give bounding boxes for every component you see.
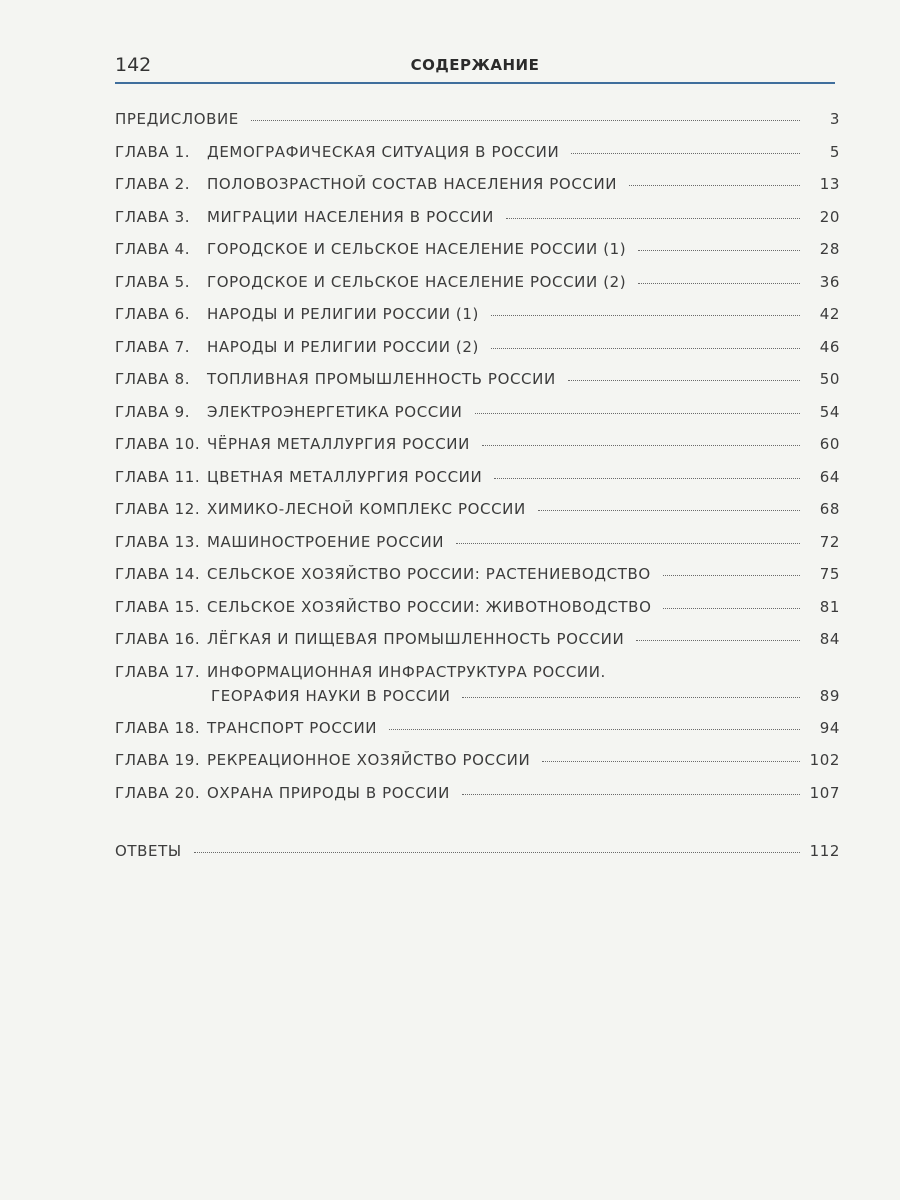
page-number: 142 xyxy=(115,54,152,76)
toc-entry-page: 68 xyxy=(819,500,840,518)
page-title: СОДЕРЖАНИЕ xyxy=(410,56,540,74)
toc-entry-prefix: ГЛАВА 10. xyxy=(115,435,201,453)
dot-leader xyxy=(482,445,800,446)
dot-leader xyxy=(629,185,800,186)
toc-entry-page: 42 xyxy=(819,305,840,323)
toc-entry-page: 46 xyxy=(819,337,840,356)
toc-entry-title: СЕЛЬСКОЕ ХОЗЯЙСТВО РОССИИ: ЖИВОТНОВОДСТВО xyxy=(207,597,652,616)
toc-entry-prefix: ГЛАВА 20. xyxy=(115,783,201,802)
table-of-contents xyxy=(115,110,840,875)
toc-entry-preface[interactable] xyxy=(115,110,840,143)
toc-entry-chapter[interactable] xyxy=(115,338,840,371)
toc-entry-chapter[interactable] xyxy=(115,565,840,598)
dot-leader xyxy=(638,283,800,284)
toc-entry-page: 89 xyxy=(819,686,840,705)
toc-entry-page: 36 xyxy=(819,272,840,291)
toc-entry-chapter[interactable] xyxy=(115,663,840,719)
toc-entry-chapter[interactable] xyxy=(115,305,840,338)
dot-leader xyxy=(389,729,800,730)
toc-entry-page: 81 xyxy=(819,597,840,616)
toc-entry-prefix: ГЛАВА 18. xyxy=(115,718,201,737)
toc-entry-chapter[interactable] xyxy=(115,468,840,501)
dot-leader xyxy=(494,478,800,479)
toc-entry-prefix: ГЛАВА 14. xyxy=(115,565,201,583)
dot-leader xyxy=(462,794,800,795)
toc-entry-title: НАРОДЫ И РЕЛИГИИ РОССИИ (2) xyxy=(207,337,479,356)
toc-entry-title: ПРЕДИСЛОВИЕ xyxy=(115,110,239,128)
toc-entry-prefix: ГЛАВА 2. xyxy=(115,175,191,193)
toc-entry-chapter[interactable] xyxy=(115,751,840,784)
toc-entry-chapter[interactable] xyxy=(115,143,840,176)
toc-entry-prefix: ГЛАВА 13. xyxy=(115,532,201,551)
toc-entry-chapter[interactable] xyxy=(115,435,840,468)
dot-leader xyxy=(456,543,800,544)
dot-leader xyxy=(663,575,800,576)
toc-entry-title: ЦВЕТНАЯ МЕТАЛЛУРГИЯ РОССИИ xyxy=(207,467,483,486)
toc-entry-title: ГОРОДСКОЕ И СЕЛЬСКОЕ НАСЕЛЕНИЕ РОССИИ (2) xyxy=(207,272,627,291)
dot-leader xyxy=(251,120,800,121)
toc-entry-page: 107 xyxy=(809,783,840,802)
toc-entry-title: МИГРАЦИИ НАСЕЛЕНИЯ В РОССИИ xyxy=(207,207,494,226)
toc-entry-prefix: ГЛАВА 17. xyxy=(115,662,201,681)
toc-entry-title: ОХРАНА ПРИРОДЫ В РОССИИ xyxy=(207,783,450,802)
toc-entry-title: ДЕМОГРАФИЧЕСКАЯ СИТУАЦИЯ В РОССИИ xyxy=(207,142,560,161)
toc-entry-prefix: ГЛАВА 6. xyxy=(115,305,191,323)
toc-entry-prefix: ГЛАВА 9. xyxy=(115,402,191,421)
toc-entry-page: 75 xyxy=(819,565,840,583)
toc-entry-title: РЕКРЕАЦИОННОЕ ХОЗЯЙСТВО РОССИИ xyxy=(207,751,531,769)
dot-leader xyxy=(506,218,800,219)
dot-leader xyxy=(663,608,800,609)
toc-entry-chapter[interactable] xyxy=(115,500,840,533)
toc-entry-page: 102 xyxy=(809,751,840,769)
toc-entry-chapter[interactable] xyxy=(115,175,840,208)
toc-entry-page: 3 xyxy=(829,110,840,128)
toc-entry-title: ЭЛЕКТРОЭНЕРГЕТИКА РОССИИ xyxy=(207,402,463,421)
toc-entry-page: 64 xyxy=(819,467,840,486)
toc-entry-page: 94 xyxy=(819,718,840,737)
toc-entry-page: 112 xyxy=(809,842,840,860)
spacer xyxy=(115,816,840,842)
dot-leader xyxy=(462,697,800,698)
toc-entry-chapter[interactable] xyxy=(115,240,840,273)
toc-entry-chapter[interactable] xyxy=(115,273,840,306)
dot-leader xyxy=(571,153,800,154)
toc-entry-title: ЧЁРНАЯ МЕТАЛЛУРГИЯ РОССИИ xyxy=(207,435,470,453)
toc-entry-title: СЕЛЬСКОЕ ХОЗЯЙСТВО РОССИИ: РАСТЕНИЕВОДСТВО xyxy=(207,565,651,583)
toc-entry-prefix: ГЛАВА 16. xyxy=(115,630,201,648)
toc-entry-title: МАШИНОСТРОЕНИЕ РОССИИ xyxy=(207,532,445,551)
toc-entry-chapter[interactable] xyxy=(115,370,840,403)
page-header xyxy=(115,52,835,82)
dot-leader xyxy=(475,413,801,414)
toc-entry-chapter[interactable] xyxy=(115,403,840,436)
toc-entry-page: 28 xyxy=(819,240,840,258)
toc-entry-page: 84 xyxy=(819,630,840,648)
toc-entry-title: ГОРОДСКОЕ И СЕЛЬСКОЕ НАСЕЛЕНИЕ РОССИИ (1) xyxy=(207,240,627,258)
toc-entry-chapter[interactable] xyxy=(115,598,840,631)
toc-entry-prefix: ГЛАВА 5. xyxy=(115,272,191,291)
toc-entry-title: НАРОДЫ И РЕЛИГИИ РОССИИ (1) xyxy=(207,305,479,323)
toc-entry-prefix: ГЛАВА 7. xyxy=(115,337,191,356)
toc-entry-page: 13 xyxy=(819,175,840,193)
toc-entry-title: ХИМИКО-ЛЕСНОЙ КОМПЛЕКС РОССИИ xyxy=(207,500,526,518)
toc-entry-title: ИНФОРМАЦИОННАЯ ИНФРАСТРУКТУРА РОССИИ. xyxy=(207,662,606,681)
dot-leader xyxy=(568,380,800,381)
dot-leader xyxy=(491,348,800,349)
toc-entry-title: ТРАНСПОРТ РОССИИ xyxy=(207,718,378,737)
toc-entry-page: 20 xyxy=(819,207,840,226)
toc-entry-page: 54 xyxy=(819,402,840,421)
dot-leader xyxy=(194,852,800,853)
toc-entry-chapter[interactable] xyxy=(115,784,840,817)
toc-entry-prefix: ГЛАВА 8. xyxy=(115,370,191,388)
toc-entry-title: ЛЁГКАЯ И ПИЩЕВАЯ ПРОМЫШЛЕННОСТЬ РОССИИ xyxy=(207,630,625,648)
toc-entry-page: 72 xyxy=(819,532,840,551)
toc-entry-title: ПОЛОВОЗРАСТНОЙ СОСТАВ НАСЕЛЕНИЯ РОССИИ xyxy=(207,175,618,193)
toc-entry-prefix: ГЛАВА 1. xyxy=(115,142,191,161)
toc-entry-prefix: ГЛАВА 12. xyxy=(115,500,201,518)
toc-entry-chapter[interactable] xyxy=(115,630,840,663)
toc-entry-chapter[interactable] xyxy=(115,719,840,752)
toc-entry-chapter[interactable] xyxy=(115,533,840,566)
dot-leader xyxy=(491,315,800,316)
dot-leader xyxy=(542,761,799,762)
chapter-list xyxy=(115,143,840,817)
toc-entry-prefix: ГЛАВА 11. xyxy=(115,467,201,486)
dot-leader xyxy=(538,510,800,511)
toc-entry-prefix: ГЛАВА 3. xyxy=(115,207,191,226)
toc-entry-page: 60 xyxy=(819,435,840,453)
toc-entry-prefix: ГЛАВА 19. xyxy=(115,751,201,769)
toc-entry-chapter[interactable] xyxy=(115,208,840,241)
toc-entry-page: 50 xyxy=(819,370,840,388)
toc-entry-prefix: ГЛАВА 15. xyxy=(115,597,201,616)
toc-entry-answers[interactable] xyxy=(115,842,840,875)
dot-leader xyxy=(636,640,800,641)
toc-entry-title-continued: ГЕОРАФИЯ НАУКИ В РОССИИ xyxy=(211,686,451,705)
toc-entry-title: ОТВЕТЫ xyxy=(115,842,182,860)
header-divider xyxy=(115,82,835,84)
dot-leader xyxy=(638,250,800,251)
toc-entry-prefix: ГЛАВА 4. xyxy=(115,240,191,258)
toc-entry-title: ТОПЛИВНАЯ ПРОМЫШЛЕННОСТЬ РОССИИ xyxy=(207,370,556,388)
toc-entry-page: 5 xyxy=(829,142,840,161)
